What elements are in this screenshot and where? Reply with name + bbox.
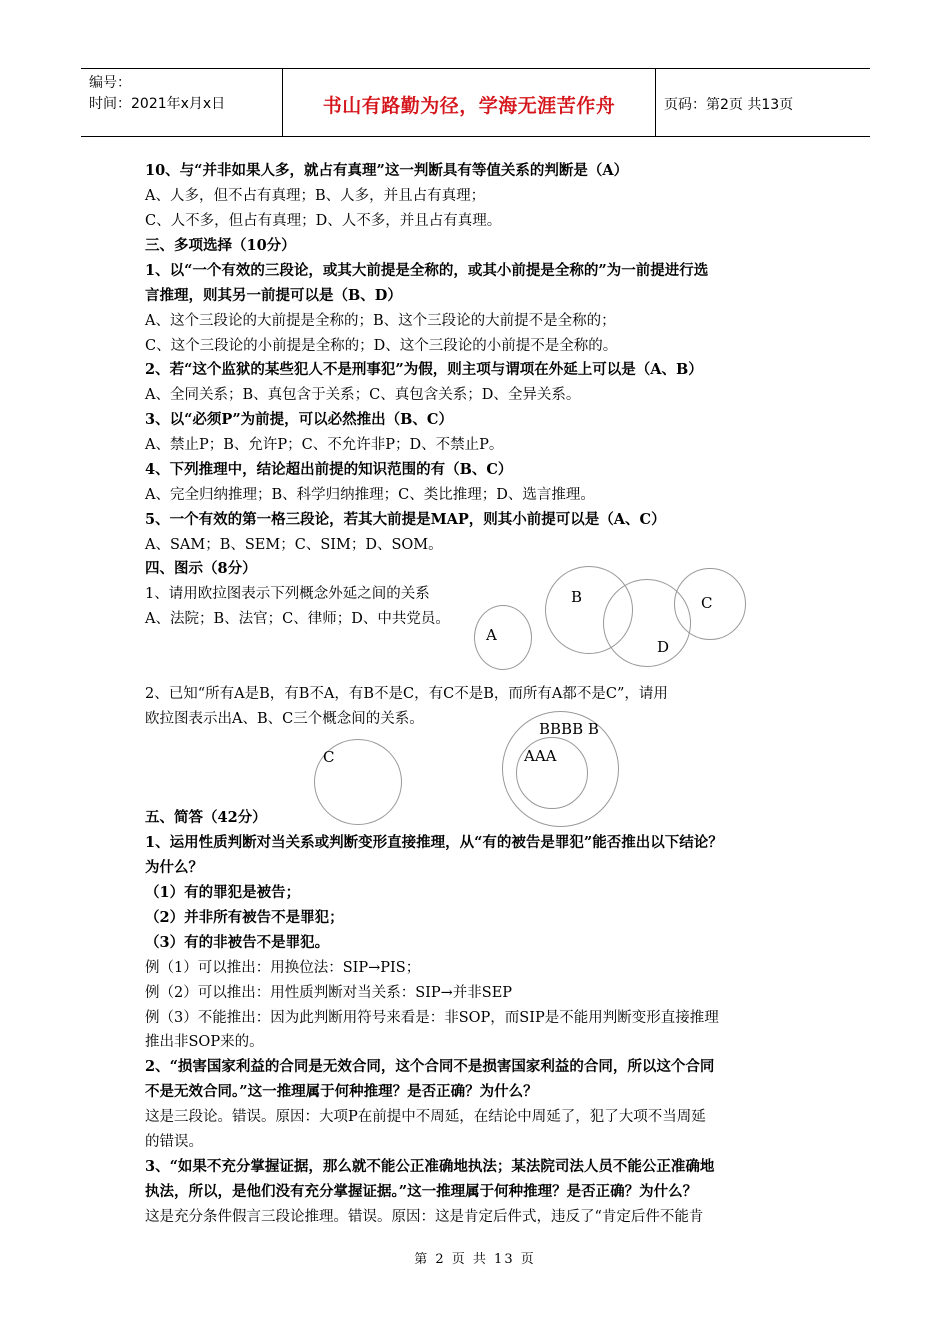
answer-line: 例（1）可以推出：用换位法：SIP→PIS；	[145, 960, 421, 976]
question-line: （3）有的非被告不是罪犯。	[145, 934, 330, 951]
answer-line: A、禁止P；B、允许P；C、不允许非P；D、不禁止P。	[145, 437, 504, 453]
answer-line: 这是三段论。错误。原因：大项P在前提中不周延，在结论中周延了，犯了大项不当周延	[145, 1109, 706, 1125]
circle-a	[474, 605, 532, 670]
question-line: 2、“损害国家利益的合同是无效合同，这个合同不是损害国家利益的合同，所以这个合同	[145, 1058, 715, 1075]
page-header	[81, 68, 870, 137]
question-line: 1、运用性质判断对当关系或判断变形直接推理，从“有的被告是罪犯”能否推出以下结论？	[145, 834, 723, 851]
answer-line: A、完全归纳推理；B、科学归纳推理；C、类比推理；D、选言推理。	[145, 487, 595, 503]
question-line: 为什么？	[145, 859, 203, 876]
question-line: 3、以“必须P”为前提，可以必然推出（B、C）	[145, 411, 453, 428]
question-line: 执法，所以，是他们没有充分掌握证据。”这一推理属于何种推理？是否正确？为什么？	[145, 1183, 698, 1200]
question-line: 3、“如果不充分掌握证据，那么就不能公正准确地执法；某法院司法人员不能公正准确地	[145, 1158, 715, 1175]
answer-line: 这是充分条件假言三段论推理。错误。原因：这是肯定后件式，违反了“肯定后件不能肯	[145, 1209, 704, 1225]
header-meta	[89, 73, 225, 115]
answer-line: A、全同关系；B、真包含于关系；C、真包含关系；D、全异关系。	[145, 387, 581, 403]
question-line: 10、与“并非如果人多，就占有真理”这一判断具有等值关系的判断是（A）	[145, 162, 629, 179]
answer-line: 例（3）不能推出：因为此判断用符号来看是：非SOP，而SIP是不能用判断变形直接推理	[145, 1010, 719, 1026]
header-number-label: 编号：	[89, 75, 131, 91]
section-heading: 五、简答（42分）	[145, 809, 267, 826]
label-b: BBBB B	[539, 720, 599, 738]
question-line: 1、请用欧拉图表示下列概念外延之间的关系	[145, 586, 430, 602]
question-line: 2、已知“所有A是B，有B不A，有B不是C，有C不是B，而所有A都不是C”，请用	[145, 686, 668, 702]
answer-line: 推出非SOP来的。	[145, 1034, 264, 1050]
label-a: A	[486, 626, 497, 644]
label-b: B	[571, 588, 583, 606]
label-d: D	[657, 638, 670, 656]
page-footer: 第 2 页 共 13 页	[414, 1252, 536, 1267]
answer-line: 例（2）可以推出：用性质判断对当关系：SIP→并非SEP	[145, 985, 513, 1001]
question-line: 4、下列推理中，结论超出前提的知识范围的有（B、C）	[145, 461, 513, 478]
label-a: AAA	[524, 747, 557, 765]
question-line: （1）有的罪犯是被告；	[145, 884, 301, 901]
answer-line: A、法院；B、法官；C、律师；D、中共党员。	[145, 611, 450, 627]
section-heading: 四、图示（8分）	[145, 560, 257, 577]
question-line: 言推理，则其另一前提可以是（B、D）	[145, 287, 402, 304]
question-line: 2、若“这个监狱的某些犯人不是刑事犯”为假，则主项与谓项在外延上可以是（A、B）	[145, 361, 703, 378]
section-heading: 三、多项选择（10分）	[145, 237, 296, 254]
label-c: C	[323, 748, 335, 766]
answer-line: C、人不多，但占有真理；D、人不多，并且占有真理。	[145, 213, 502, 229]
answer-line: A、SAM；B、SEM；C、SIM；D、SOM。	[145, 537, 443, 553]
question-line: 欧拉图表示出A、B、C三个概念间的关系。	[145, 711, 424, 727]
header-page-info: 页码：第2页 共13页	[664, 97, 794, 113]
answer-line: A、这个三段论的大前提是全称的；B、这个三段论的大前提不是全称的；	[145, 313, 616, 329]
header-divider	[655, 69, 656, 136]
question-line: 不是无效合同。”这一推理属于何种推理？是否正确？为什么？	[145, 1083, 538, 1100]
answer-line: A、人多，但不占有真理；B、人多，并且占有真理；	[145, 188, 486, 204]
question-line: （2）并非所有被告不是罪犯；	[145, 909, 344, 926]
question-line: 5、一个有效的第一格三段论，若其大前提是MAP，则其小前提可以是（A、C）	[145, 511, 666, 528]
header-motto: 书山有路勤为径，学海无涯苦作舟	[322, 95, 616, 117]
header-time-label: 时间：2021年x月x日	[89, 96, 226, 112]
question-line: 1、以“一个有效的三段论，或其大前提是全称的，或其小前提是全称的”为一前提进行选	[145, 262, 709, 279]
answer-line: C、这个三段论的小前提是全称的；D、这个三段论的小前提不是全称的。	[145, 338, 618, 354]
answer-line: 的错误。	[145, 1134, 203, 1150]
label-c: C	[701, 594, 713, 612]
